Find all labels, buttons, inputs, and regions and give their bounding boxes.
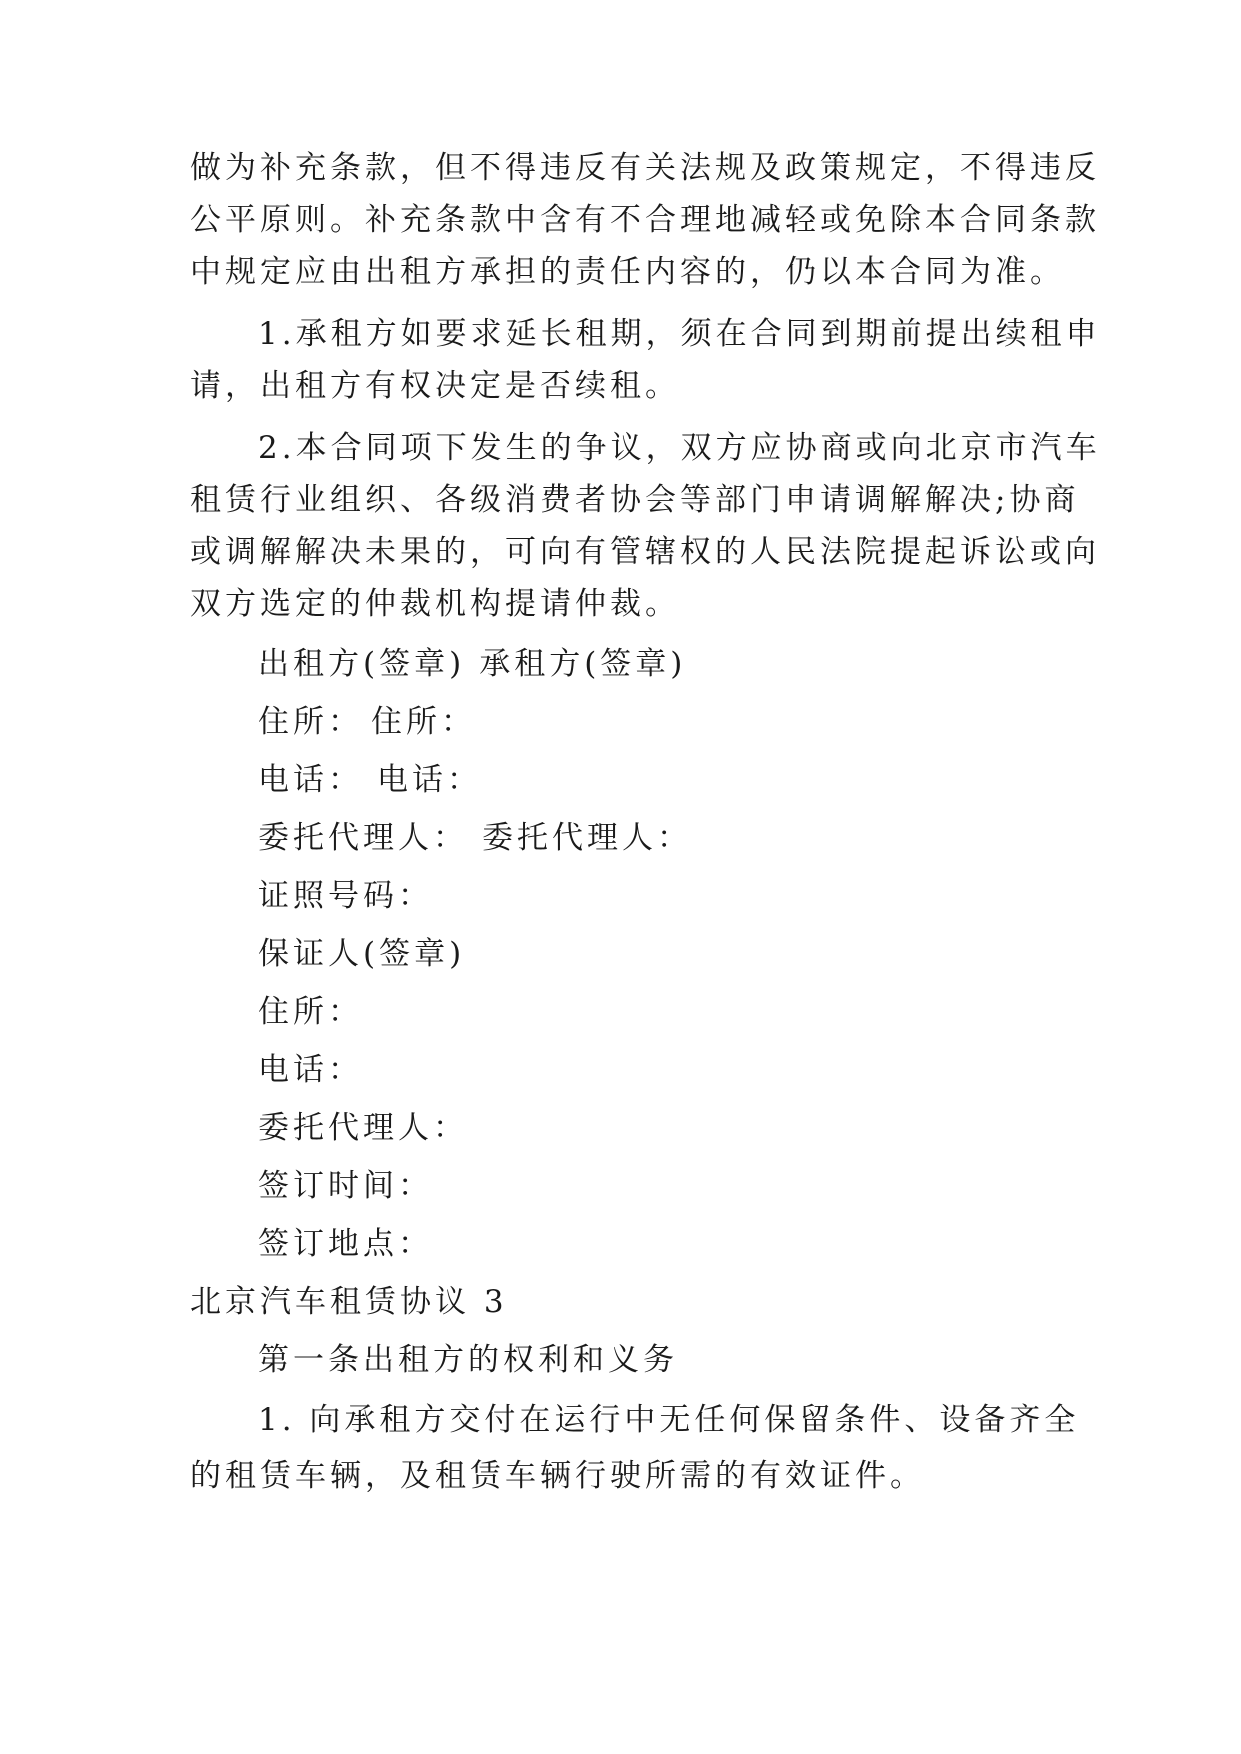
lessor-agent-label: 委托代理人： (258, 820, 468, 856)
lessee-signature-label: 承租方(签章) (479, 646, 687, 682)
agent-line (258, 818, 692, 858)
sign-time-label: 签订时间： (258, 1168, 433, 1204)
paragraph-line: 2.本合同项下发生的争议，双方应协商或向北京市汽车 (258, 430, 1101, 466)
guarantor-signature-label: 保证人(签章) (258, 936, 466, 972)
article-title: 第一条出租方的权利和义务 (258, 1342, 678, 1378)
paragraph-line: 或调解解决未果的，可向有管辖权的人民法院提起诉讼或向 (190, 534, 1100, 570)
lessee-agent-label: 委托代理人： (482, 820, 692, 856)
lessor-address-label: 住所： (258, 704, 363, 740)
signature-parties-line (258, 644, 686, 684)
section-title: 北京汽车租赁协议 3 (190, 1284, 508, 1320)
lessor-signature-label: 出租方(签章) (258, 646, 466, 682)
lessee-phone-label: 电话： (377, 762, 482, 798)
paragraph-line: 的租赁车辆，及租赁车辆行驶所需的有效证件。 (190, 1458, 925, 1494)
guarantor-address-label: 住所： (258, 994, 363, 1030)
address-line (258, 702, 476, 742)
lessor-phone-label: 电话： (258, 762, 363, 798)
paragraph-line: 公平原则。补充条款中含有不合理地减轻或免除本合同条款 (190, 202, 1100, 238)
paragraph-line: 双方选定的仲裁机构提请仲裁。 (190, 586, 680, 622)
guarantor-agent-label: 委托代理人： (258, 1110, 468, 1146)
paragraph-line: 租赁行业组织、各级消费者协会等部门申请调解解决;协商 (190, 482, 1080, 518)
phone-line (258, 760, 482, 800)
sign-place-label: 签订地点： (258, 1226, 433, 1262)
guarantor-phone-label: 电话： (258, 1052, 363, 1088)
id-number-label: 证照号码： (258, 878, 433, 914)
paragraph-line: 请，出租方有权决定是否续租。 (190, 368, 680, 404)
paragraph-line: 做为补充条款，但不得违反有关法规及政策规定，不得违反 (190, 150, 1100, 186)
paragraph-line: 1.承租方如要求延长租期，须在合同到期前提出续租申 (258, 316, 1101, 352)
lessee-address-label: 住所： (371, 704, 476, 740)
paragraph-line: 1. 向承租方交付在运行中无任何保留条件、设备齐全 (258, 1402, 1080, 1438)
paragraph-line: 中规定应由出租方承担的责任内容的，仍以本合同为准。 (190, 254, 1065, 290)
